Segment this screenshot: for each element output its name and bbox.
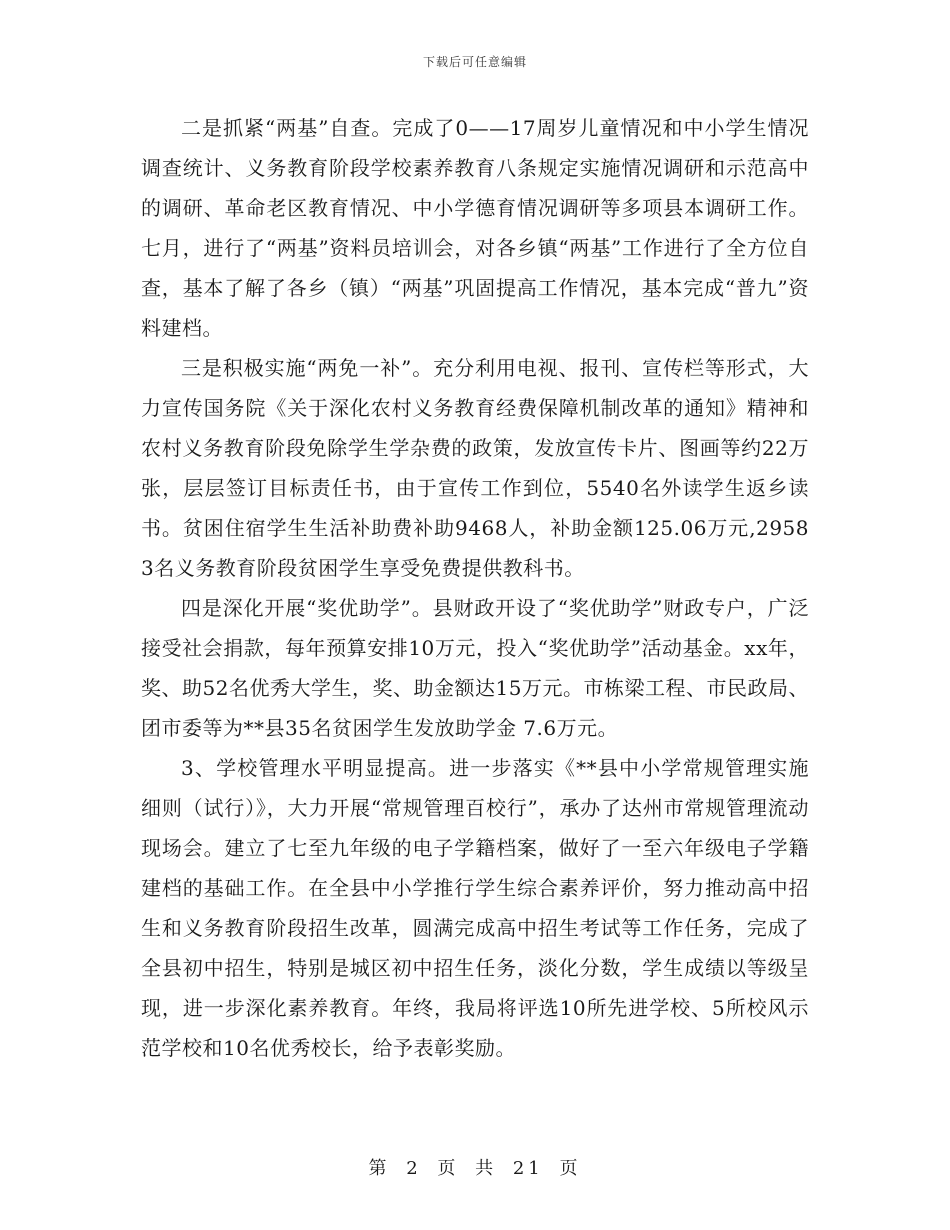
paragraph-school-management: 3、学校管理水平明显提高。进一步落实《**县中小学常规管理实施细则（试行）》，大力开展“常规管理百校行”，承办了达州市常规管理流动现场会。建立了七至九年级的电子学籍档案，做好了一至六年级电子学籍建档的基础工作。在全县中小学推行学生综合素养评价，努力推动高中招生和义务教育阶段招生改革，圆满完成高中招生考试等工作任务，完成了全县初中招生，特别是城区初中招生任务，淡化分数，学生成绩以等级呈现，进一步深化素养教育。年终，我局将评选10所先进学校、5所校风示范学校和10名优秀校长，给予表彰奖励。: [141, 756, 809, 1060]
paragraph-reward-excellence-aid-study: 四是深化开展“奖优助学”。县财政开设了“奖优助学”财政专户，广泛接受社会捐款，每年预算安排10万元，投入“奖优助学”活动基金。xx年，奖、助52名优秀大学生，奖、助金额达15万元。市栋梁工程、市民政局、团市委等为**县35名贫困学生发放助学金 7.6万元。: [141, 596, 809, 740]
paragraph-two-exemptions-one-subsidy: 三是积极实施“两免一补”。充分利用电视、报刊、宣传栏等形式，大力宣传国务院《关于深化农村义务教育经费保障机制改革的通知》精神和农村义务教育阶段免除学生学杂费的政策，发放宣传卡片、图画等约22万张，层层签订目标责任书，由于宣传工作到位，5540名外读学生返乡读书。贫困住宿学生生活补助费补助9468人，补助金额125.06万元,29583名义务教育阶段贫困学生享受免费提供教科书。: [141, 356, 809, 580]
page-number-footer: 第 2 页 共 21 页: [368, 1158, 582, 1179]
paragraph-two-basics-self-check: 二是抓紧“两基”自查。完成了0——17周岁儿童情况和中小学生情况调查统计、义务教育阶段学校素养教育八条规定实施情况调研和示范高中的调研、革命老区教育情况、中小学德育情况调研等多项县本调研工作。七月，进行了“两基”资料员培训会，对各乡镇“两基”工作进行了全方位自查，基本了解了各乡（镇）“两基”巩固提高工作情况，基本完成“普九”资料建档。: [141, 116, 809, 340]
page-header: 下载后可任意编辑: [422, 55, 527, 69]
document-body: [141, 108, 809, 1068]
